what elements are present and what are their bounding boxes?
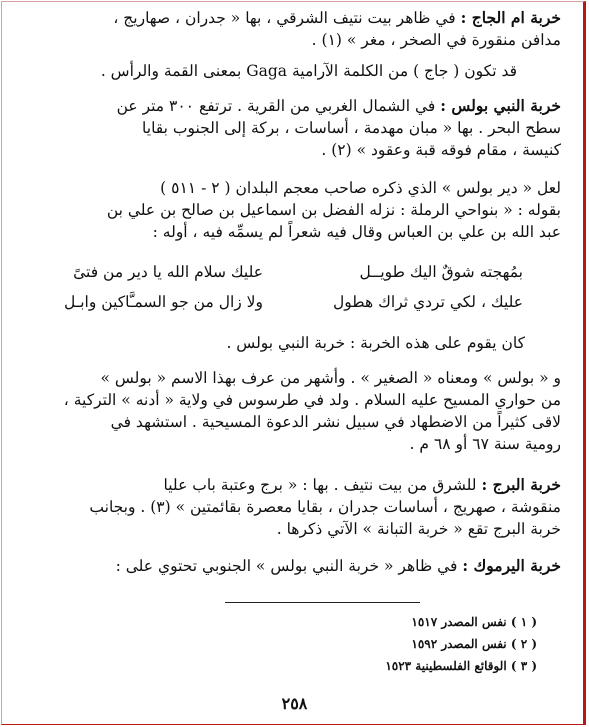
paragraph-line	[75, 556, 561, 576]
paragraph-line: و « بولس » ومعناه « الصغير » . وأشهر من عرف بهذا الاسم « بولس »	[100, 369, 561, 387]
section-heading: خربة اليرموك :	[462, 556, 561, 575]
paragraph-line	[75, 8, 561, 28]
paragraph-line: لاقى كثيراً من الاضطهاد في سبيل نشر الدعوة المسيحية . استشهد في	[110, 413, 561, 431]
footnote: ( ١ ) نفس المصدر ١٥١٧	[411, 615, 537, 629]
page-number: ٢٥٨	[281, 694, 308, 713]
paragraph-line	[75, 96, 561, 116]
section-heading: خربة ام الجاج :	[460, 8, 561, 27]
paragraph-text: في الشمال الغربي من القرية . ترتفع ٣٠٠ متر عن	[116, 97, 436, 115]
paragraph-line: بقوله : « بنواحي الرملة : نزله الفضل بن اسماعيل بن صالح بن علي بن	[106, 201, 561, 219]
poem-verse-1-second-hemistich: بمُهجته شوقٌ اليك طويــل	[359, 263, 523, 281]
poem-verse-2-first-hemistich: ولا زال من جو السمـَّاكين وابـل	[63, 293, 263, 311]
poem-verse-1-first-hemistich: عليك سلام الله يا دير من فتىً	[73, 263, 263, 281]
paragraph-line: سطح البحر . بها « مبان مهدمة ، أساسات ، بركة إلى الجنوب بقايا	[142, 119, 561, 137]
paragraph-line: كان يقوم على هذه الخربة : خربة النبي بولس .	[226, 334, 525, 352]
paragraph-line: خربة البرج تقع « خربة التبانة » الآتي ذكرها .	[276, 520, 561, 538]
paragraph-line: لعل « دير بولس » الذي ذكره صاحب معجم البلدان ( ٢ - ٥١١ )	[160, 179, 561, 197]
paragraph-line: عبد الله بن علي بن العباس وقال فيه شعراً لم يسمِّه فيه ، أوله :	[152, 223, 561, 241]
paragraph-line: رومية سنة ٦٧ أو ٦٨ م .	[409, 435, 561, 453]
paragraph-text: في ظاهر « خربة النبي بولس » الجنوبي تحتوي على :	[115, 557, 458, 575]
footnote: ( ٣ ) الوقائع الفلسطينية ١٥٢٣	[385, 659, 537, 673]
section-heading: خربة البرج :	[481, 475, 561, 494]
paragraph-line: من حواري المسيح عليه السلام . ولد في طرسوس في ولاية « أدنه » التركية ،	[63, 391, 561, 409]
section-heading: خربة النبي بولس :	[440, 96, 561, 115]
poem-verse-2-second-hemistich: عليك ، لكي تردي ثراك هطول	[333, 293, 523, 311]
paragraph-line: كنيسة ، مقام فوقه قبة وعقود » (٢) .	[321, 141, 561, 159]
paragraph-text: في ظاهر بيت نتيف الشرقي ، بها « جدران ، صهاريج ،	[113, 9, 456, 27]
footnote: ( ٢ ) نفس المصدر ١٥٩٢	[411, 637, 537, 651]
paragraph-line	[75, 475, 561, 495]
paragraph-text: للشرق من بيت نتيف . بها : « برج وعتبة باب عليا	[163, 476, 477, 494]
paragraph-line: مدافن منقورة في الصخر ، مغر » (١) .	[311, 31, 561, 49]
footnote-separator	[225, 602, 420, 603]
paragraph-line: منقوشة ، صهريج ، أساسات جدران ، بقايا معصرة بقائمتين » (٣) . وبجانب	[89, 498, 561, 516]
paragraph-line: قد تكون ( جاج ) من الكلمة الآرامية Gaga بمعنى القمة والرأس .	[100, 62, 517, 80]
